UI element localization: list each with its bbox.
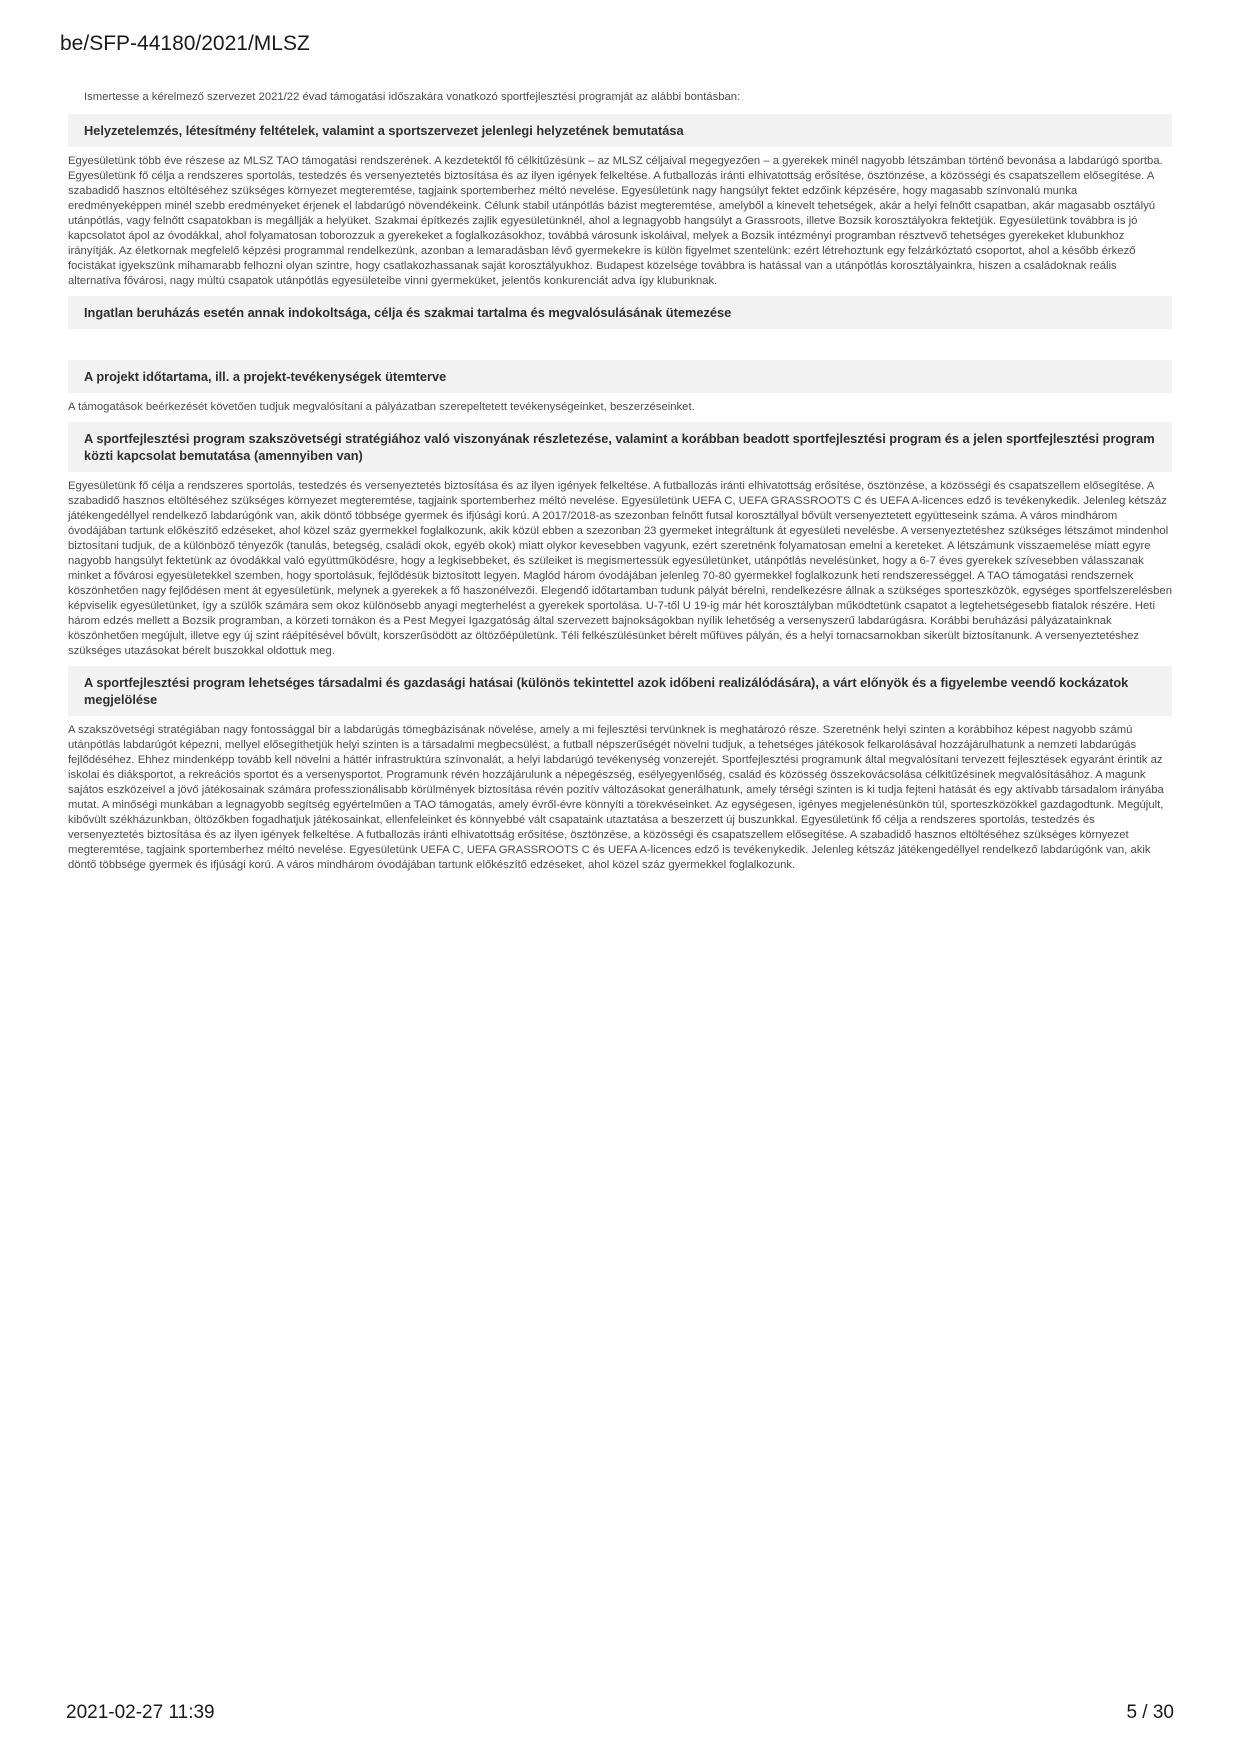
document-id: be/SFP-44180/2021/MLSZ [60,32,310,55]
section-heading-impact: A sportfejlesztési program lehetséges társadalmi és gazdasági hatásai (különös tekintettel azok időbeni realizálódására), a várt előnyök és a figyelembe veendő kockázatok megjelölése [68,666,1172,716]
intro-text: Ismertesse a kérelmező szervezet 2021/22 évad támogatási időszakára vonatkozó sportfejlesztési programját az alábbi bontásban: [84,91,741,103]
footer-page-number: 5 / 30 [1126,1702,1174,1723]
section-heading-strategy: A sportfejlesztési program szakszövetségi stratégiához való viszonyának részletezése, valamint a korábban beadott sportfejlesztési program és a jelen sportfejlesztési program közti kapcsolat bemutatása (amennyiben van) [68,422,1172,472]
section-body-strategy: Egyesületünk fő célja a rendszeres sportolás, testedzés és versenyeztetés biztosítása és az ilyen igények felkeltése. A futballozás iránti elhivatottság erősítése, ösztönzése, a közösségi és csapatszellem elősegítése. A szabadidő hasznos eltöltéséhez szükséges környezet megteremtése, tagjaink sportemberhez méltó nevelése. Egyesületünk UEFA C, UEFA GRASSROOTS C és UEFA A-licences edző is tevékenykedik. Jelenleg kétszáz játékengedéllyel rendelkező labdarúgónk van, akik döntő többsége gyermek és ifjúsági korú. A 2017/2018-as szezonban felnőtt futsal korosztállyal bővült versenyeztetett együtteseink száma. A város mindhárom óvodájában tartunk előkészítő edzéseket, ahol közel száz gyermekkel foglalkozunk, akik közül ebben a szezonban 23 gyermeket integráltunk át egyesületi nevelésbe. A versenyeztetéshez szükséges létszámot mindenhol biztosítani tudjuk, de a különböző tényezők (tanulás, betegség, családi okok, egyéb okok) miatt olykor kevesebben vagyunk, ezért szeretnénk folyamatosan emelni a kereteket. A létszámunk visszaemelése miatt egyre nagyobb hangsúlyt fektetünk az óvodákkal való együttműködésre, hogy a legkisebbeket, és szüleiket is megismertessük egyesületünket, utánpótlás nevelésünket, hogy a 6-7 éves gyerekek szívesebben válasszanak minket a fővárosi egyesületekkel szemben, hogy sportolásuk, fejlődésük biztosított legyen. Maglód három óvodájában jelenleg 70-80 gyermekkel foglalkozunk heti rendszerességgel. A TAO támogatási rendszernek köszönhetően nagy fejlődésen ment át egyesületünk, melynek a gyerekek a fő haszonélvezői. Elegendő időtartamban tudunk pályát bérelni, rendelkezésre állnak a szükséges sporteszközök, egységes sportfelszerelésben képviselik egyesületünket, így a szülők számára sem okoz különösebb anyagi megterhelést a gyerekek sportolása. U-7-től U 19-ig már hét korosztályban működtetünk csapatot a legtehetségesebb fiatalok részére. Heti három edzés mellett a Bozsik programban, a körzeti tornákon és a Pest Megyei Igazgatóság által szervezett bajnokságokban nyílik lehetőség a versenyszerű labdarúgásra. Korábbi beruházási pályázatainknak köszönhetően megújult, illetve egy új szint ráépítésével bővült, korszerűsödött az öltözőépületünk. Téli felkészülésünket bérelt műfüves pályán, és a helyi tornacsarnokban sikerült biztosítanunk. A versenyeztetéshez szükséges utazásokat bérelt buszokkal oldottuk meg. [68,480,1172,657]
section-body-real-estate [68,336,1172,360]
form-content [68,90,1172,880]
footer-timestamp: 2021-02-27 11:39 [66,1702,215,1723]
section-body-impact: A szakszövetségi stratégiában nagy fontossággal bír a labdarúgás tömegbázisának növelése, amely a mi fejlesztési tervünknek is meghatározó része. Szeretnénk helyi szinten a korábbihoz képest nagyobb számú utánpótlás labdarúgót képezni, mellyel elősegíthetjük helyi szinten is a társadalmi megbecsülést, a futball népszerűségét növelni tudjuk, a tehetséges játékosok felkarolásával hozzájárulhatunk a nemzeti labdarúgás fejlődéséhez. Ehhez mindenképp tovább kell növelni a háttér infrastruktúra színvonalát, a helyi labdarúgó tevékenység vonzerejét. Sportfejlesztési programunk által megvalósítani tervezett fejlesztések egyaránt érintik az iskolai és diáksportot, a rekreációs sportot és a versenysportot. Programunk révén hozzájárulunk a népegészség, esélyegyenlőség, család és közösség összekovácsolása célkitűzésinek megvalósításához. A magunk sajátos eszközeivel a jövő játékosainak számára professzionálisabb körülmények biztosítása révén pozitív változásokat generálhatunk, amely térségi szinten is ki tudja fejteni hatását és egy aktívabb társadalom irányába mutat. A minőségi munkában a legnagyobb segítség egyértelműen a TAO támogatás, amely évről-évre könnyíti a törekvéseinket. Az egységesen, igényes megjelenésünkön túl, sporteszközökkel gazdagodtunk. Megújult, kibővült székházunkban, öltözőkben fogadhatjuk játékosainkat, ellenfeleinket és könnyebbé vált csapataink utaztatása a beszerzett új buszunkkal. Egyesületünk fő célja a rendszeres sportolás, testedzés és versenyeztetés biztosítása és az ilyen igények felkeltése. A futballozás iránti elhivatottság erősítése, ösztönzése, a közösségi és csapatszellem elősegítése. A szabadidő hasznos eltöltéséhez szükséges környezet megteremtése, tagjaink sportemberhez méltó nevelése. Egyesületünk UEFA C, UEFA GRASSROOTS C és UEFA A-licences edző is tevékenykedik. Jelenleg kétszáz játékengedéllyel rendelkező labdarúgónk van, akik döntő többsége gyermek és ifjúsági korú. A város mindhárom óvodájában tartunk előkészítő edzéseket, ahol közel száz gyermekkel foglalkozunk. [68,724,1164,871]
section-heading-timeline: A projekt időtartama, ill. a projekt-tevékenységek ütemterve [68,360,1172,393]
section-heading-real-estate: Ingatlan beruházás esetén annak indokoltsága, célja és szakmai tartalma és megvalósulásának ütemezése [68,296,1172,329]
section-body-situation: Egyesületünk több éve részese az MLSZ TAO támogatási rendszerének. A kezdetektől fő célkitűzésünk – az MLSZ céljaival megegyezően – a gyerekek minél nagyobb létszámban történő bevonása a labdarúgó sportba. Egyesületünk fő célja a rendszeres sportolás, testedzés és versenyeztetés biztosítása és az ilyen igények felkeltése. A futballozás iránti elhivatottság erősítése, ösztönzése, a közösségi és csapatszellem elősegítése. A szabadidő hasznos eltöltéséhez szükséges környezet megteremtése, tagjaink sportemberhez méltó nevelése. Egyesületünk nagy hangsúlyt fektet edzőink képzésére, hogy magasabb színvonalú munka eredményeképpen minél szebb eredményeket érjenek el labdarúgó növendékeink. Célunk stabil utánpótlás bázist megteremtése, amelyből a kinevelt tehetségek, akár a helyi felnőtt csapatban, akár magasabb osztályú utánpótlás, vagy felnőtt csapatokban is megállják a helyüket. Szakmai építkezés zajlik egyesületünknél, ahol a legnagyobb hangsúlyt a Grassroots, illetve Bozsik korosztályokra fektetjük. Egyesületünk továbbra is jó kapcsolatot ápol az óvodákkal, ahol folyamatosan toborozzuk a gyerekeket a foglalkozásokhoz, továbbá városunk iskoláival, melyek a Bozsik intézményi programban résztvevő tehetséges gyerekeket klubunkhoz irányítják. Az életkornak megfelelő képzési programmal rendelkezünk, azonban a lemaradásban lévő gyermekekre is külön figyelmet szentelünk: ezért létrehoztunk egy felzárkóztató csoportot, ahol a később érkező focistákat igyekszünk mihamarabb felhozni olyan szintre, hogy csatlakozhassanak saját korosztályukhoz. Budapest közelsége továbbra is hatással van a utánpótlás korosztályainkra, hiszen a családoknak reális alternatíva fővárosi, nagy múltú csapatok utánpótlás egyesületeibe vinni gyermeküket, jelentős konkurenciát adva így klubunknak. [68,155,1163,287]
section-body-timeline: A támogatások beérkezését követően tudjuk megvalósítani a pályázatban szerepeltetett tevékenységeinket, beszerzéseinket. [68,401,695,413]
section-heading-situation: Helyzetelemzés, létesítmény feltételek, valamint a sportszervezet jelenlegi helyzetének bemutatása [68,114,1172,147]
